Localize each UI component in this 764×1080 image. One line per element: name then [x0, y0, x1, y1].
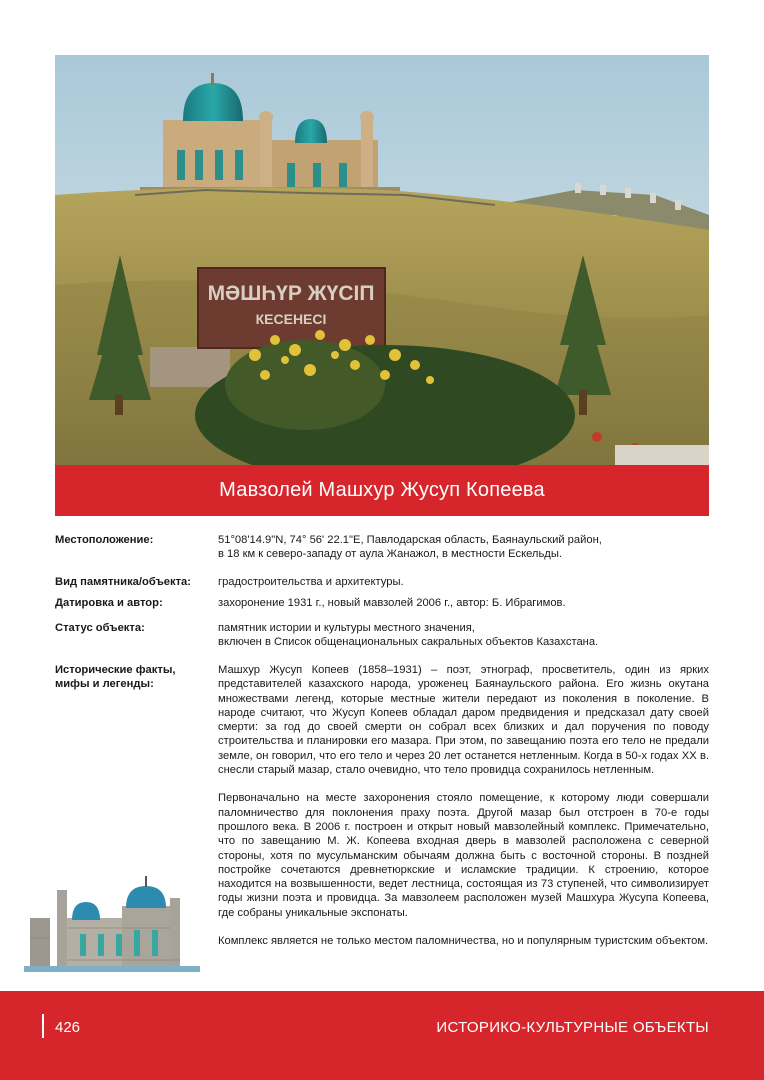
date-row [55, 596, 709, 621]
history-label-line: мифы и легенды: [55, 678, 154, 691]
status-value [218, 621, 709, 663]
sign-line-2: КЕСЕНЕСІ [255, 311, 327, 327]
mausoleum-sketch-illustration [22, 868, 204, 978]
date-value: захоронение 1931 г., новый мавзолей 2006 г., автор: Б. Ибрагимов. [218, 597, 566, 609]
section-title: ИСТОРИКО-КУЛЬТУРНЫЕ ОБЪЕКТЫ [436, 1019, 709, 1036]
type-value: градостроительства и архитектуры. [218, 576, 404, 588]
history-paragraph-2: Первоначально на месте захоронения стояло помещение, к которому люди совершали паломничество для поклонения праху поэта. Другой мазар был отстроен в 70-е годы прошлого века. В 2006 г. построен и открыт новый мавзолейный комплекс. Примечательно, что по завещанию М. Ж. Копеева входная дверь в мавзолей расположена с северной стороны, хотя по мусульманским обычаям должна быть с восточной стороны. В поздней постройке сочетаются древнетюркские и исламские традиции. К строению, которое находится на возвышенности, ведет лестница, состоящая из 73 ступеней, что символизирует годы жизни поэта и провидца. За мавзолеем расположен музей Машхура Жусупа Копеева, где собраны уникальные экспонаты. [218, 792, 709, 919]
type-label: Вид памятника/объекта: [55, 576, 191, 588]
sign-line-1: МӘШҺҮР ЖҮСІП [207, 282, 375, 305]
type-row [55, 575, 709, 596]
status-label: Статус объекта: [55, 622, 145, 634]
status-line: памятник истории и культуры местного значения, [218, 622, 475, 634]
location-value [218, 533, 709, 575]
location-line: 51°08'14.9"N, 74° 56' 22.1"E, Павлодарская область, Баянаульский район, [218, 534, 602, 546]
history-paragraph-3: Комплекс является не только местом паломничества, но и популярным туристским объектом. [218, 935, 709, 948]
location-label: Местоположение: [55, 534, 154, 546]
history-label-line: Исторические факты, [55, 664, 176, 676]
history-paragraph-1: Машхур Жусуп Копеев (1858–1931) – поэт, этнограф, просветитель, один из ярких представителей казахского народа, уроженец Баянаульского района. Его жизнь окутана множествами легенд, которые местные жители передают из поколения в поколение. В народе считают, что Жусуп Копеев обладал даром предвидения и предсказал дату своей смерти: за год до своей смерти он собрал всех близких и дал поручения по поводу строительства и планировки его мазара. При этом, по завещанию поэта его тело не предали земле, он говорил, что его тело и через 20 лет останется нетленным. Когда в 50-х годах XX в. снесли старый мазар, стало очевидно, что тело провидца сохранилось нетленным. [218, 664, 709, 777]
location-line: в 18 км к северо-западу от аула Жанажол, в местности Ескельды. [218, 548, 562, 561]
history-text [218, 663, 709, 948]
page-footer [0, 991, 764, 1080]
page-title: Мавзолей Машхур Жусуп Копеева [55, 465, 709, 516]
page-number: 426 [55, 1019, 81, 1036]
mausoleum-photo [55, 55, 709, 465]
status-line: включен в Список общенациональных сакральных объектов Казахстана. [218, 636, 599, 649]
location-row [55, 533, 709, 575]
status-row [55, 621, 709, 663]
footer-divider [42, 1014, 44, 1038]
date-label: Датировка и автор: [55, 597, 163, 609]
